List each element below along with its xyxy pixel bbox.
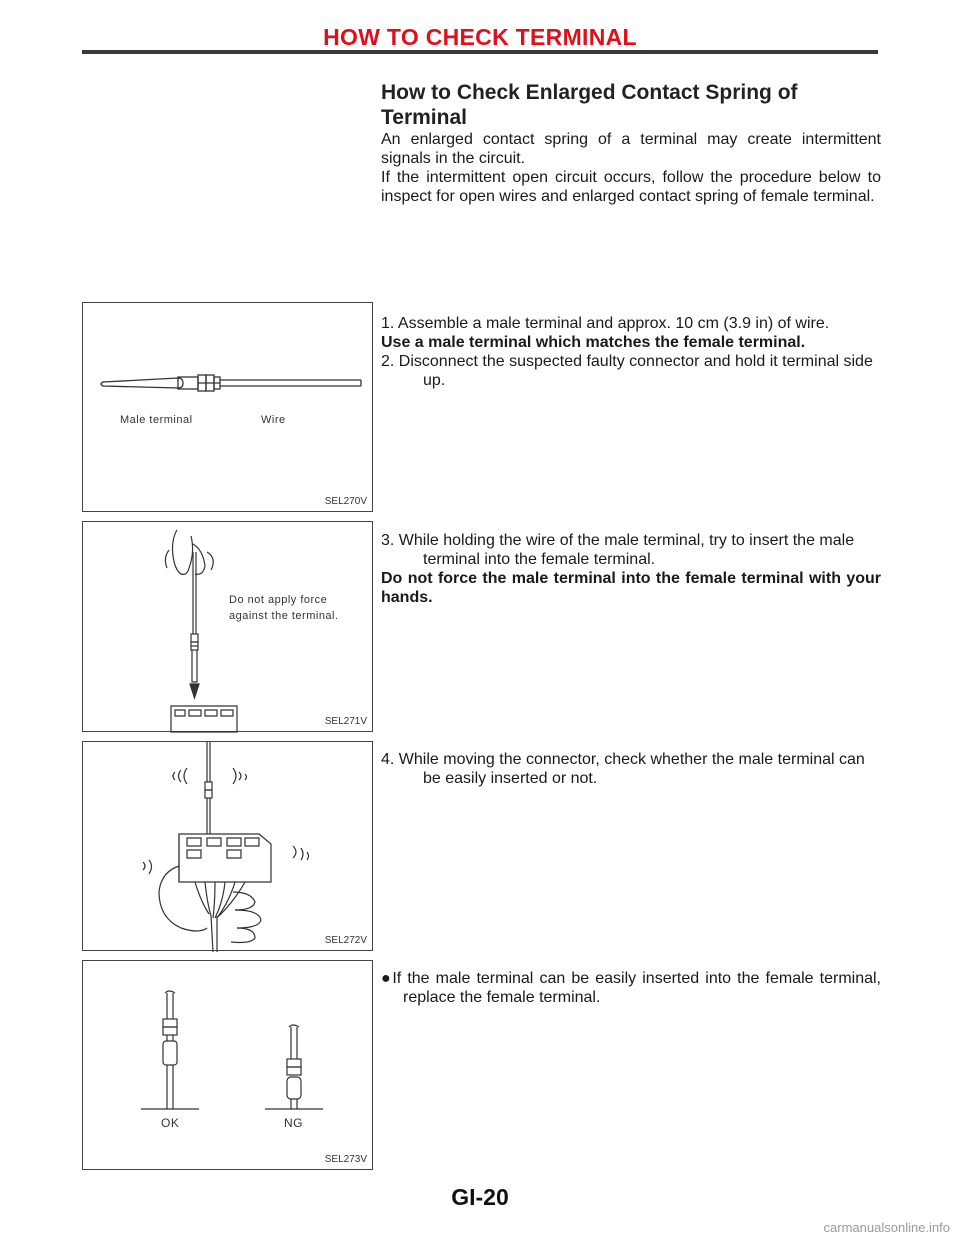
ng-label: NG (284, 1116, 303, 1130)
step-1-text: 1. Assemble a male terminal and approx. 10 cm (3.9 in) of wire. (381, 315, 830, 332)
male-terminal-label: Male terminal (120, 414, 193, 426)
intro-paragraph: If the intermittent open circuit occurs, follow the procedure below to inspect for open wires and enlarged contact spring of female terminal. (381, 169, 881, 205)
header-divider (82, 50, 878, 54)
result-bullet: ●If the male terminal can be easily inserted into the female terminal, replace the female terminal. (381, 970, 881, 1006)
page-header-title: HOW TO CHECK TERMINAL (323, 24, 637, 50)
step-3-text: 3. While holding the wire of the male terminal, try to insert the male terminal into the female terminal. (381, 532, 855, 568)
result-block (381, 969, 881, 1007)
male-terminal-wire-illustration (83, 303, 374, 513)
step-block-4 (381, 750, 881, 788)
figure-ok-ng (82, 960, 373, 1170)
figure-code: SEL273V (324, 1154, 367, 1165)
figure-code: SEL271V (324, 716, 367, 727)
figure-male-terminal-wire (82, 302, 373, 512)
figure-insert-terminal (82, 521, 373, 732)
step-block-3 (381, 531, 881, 607)
ok-ng-illustration (83, 961, 374, 1171)
caution-label-line1: Do not apply force (229, 594, 328, 606)
step-4-text: 4. While moving the connector, check whether the male terminal can be easily inserted or not. (381, 751, 865, 787)
figure-code: SEL272V (324, 935, 367, 946)
intro-text (381, 130, 881, 206)
page-number: GI-20 (451, 1184, 509, 1210)
intro-paragraph: An enlarged contact spring of a terminal may create intermittent signals in the circuit. (381, 131, 881, 167)
caution-label-line2: against the terminal. (229, 610, 339, 622)
step-1-note: Use a male terminal which matches the female terminal. (381, 334, 806, 351)
step-2-text: 2. Disconnect the suspected faulty connector and hold it terminal side up. (381, 353, 873, 389)
move-connector-illustration (83, 742, 374, 952)
figure-move-connector (82, 741, 373, 951)
step-block-1-2 (381, 314, 881, 390)
watermark-text: carmanualsonline.info (823, 1220, 950, 1235)
wire-label: Wire (261, 414, 286, 426)
ok-label: OK (161, 1116, 180, 1130)
step-3-note: Do not force the male terminal into the female terminal with your hands. (381, 570, 881, 606)
figure-code: SEL270V (324, 496, 367, 507)
section-title: How to Check Enlarged Contact Spring of Terminal (381, 81, 798, 129)
insert-terminal-illustration (83, 522, 374, 733)
